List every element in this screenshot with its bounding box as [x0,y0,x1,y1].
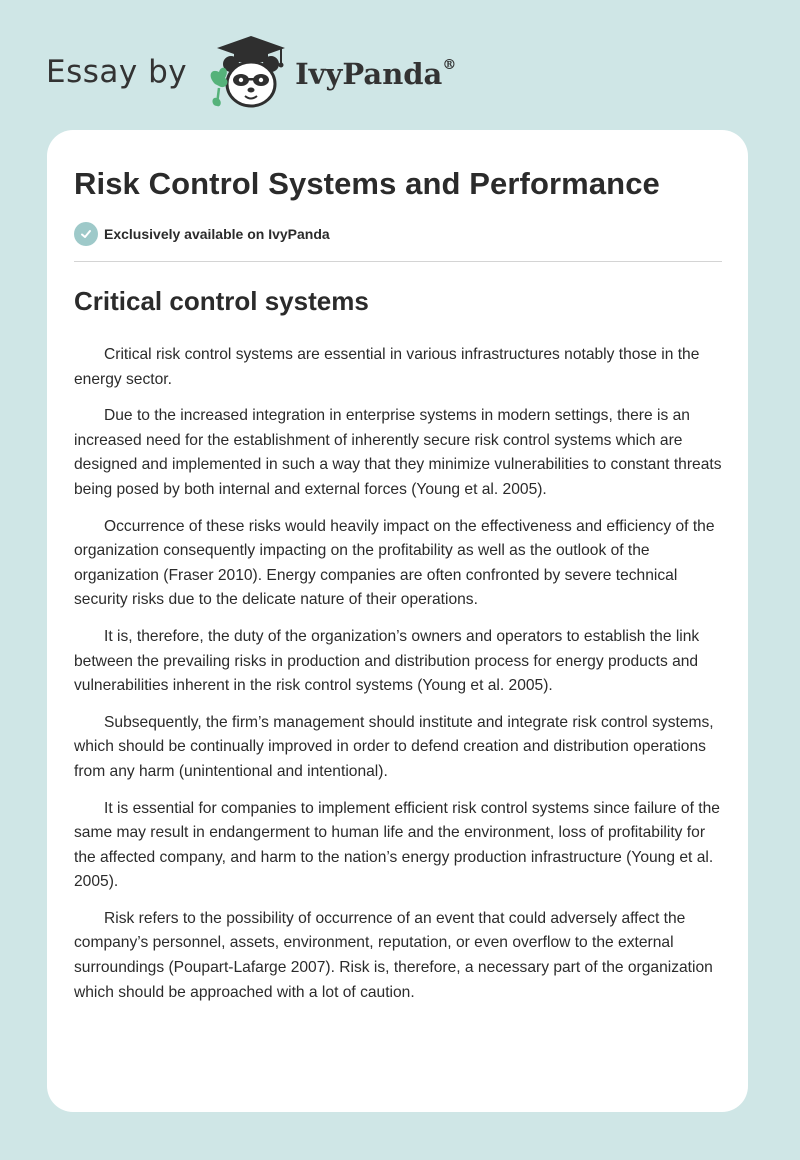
section-heading: Critical control systems [74,286,369,316]
essay-card [47,130,748,1112]
page-title: Risk Control Systems and Performance [74,166,660,201]
paragraph: Subsequently, the firm’s management should institute and integrate risk control systems, which should be continually improved in order to defend creation and distribution operations from any harm (unintentional and intentional). [74,713,714,780]
ivypanda-logo-icon[interactable] [201,32,293,112]
paragraph: Occurrence of these risks would heavily impact on the effectiveness and efficiency of the organization consequently impacting on the profitability as well as the outlook of the organization (Fraser 2010). Energy companies are often confronted by severe technical security risks due to the delicate nature of their operations. [74,517,715,609]
paragraph: It is essential for companies to implement efficient risk control systems since failure of the same may result in endangerment to human life and the environment, loss of profitability for the affected company, and harm to the nation’s energy production infrastructure (Young et al. 2005). [74,799,720,891]
essay-body [74,343,726,1017]
exclusive-badge-label: Exclusively available on IvyPanda [104,226,330,242]
exclusive-badge [74,222,330,246]
trademark-symbol: ® [442,57,457,74]
check-icon [74,222,98,246]
title-divider [74,261,722,262]
brand-label: IvyPanda [295,57,443,91]
paragraph: Risk refers to the possibility of occurrence of an event that could adversely affect the company’s personnel, assets, environment, reputation, or even overflow to the external surroundings (Poupart-Lafarge 2007). Risk is, therefore, a necessary part of the organization which should be approached with a lot of caution. [74,909,713,1001]
paragraph: Critical risk control systems are essential in various infrastructures notably those in the energy sector. [74,346,700,388]
brand-name[interactable] [295,57,456,91]
paragraph: It is, therefore, the duty of the organization’s owners and operators to establish the link between the prevailing risks in production and distribution process for energy products and vulnerabilities inherent in the risk control systems (Young et al. 2005). [74,627,700,695]
essay-by-label: Essay by [46,54,188,90]
site-header [46,32,456,112]
paragraph: Due to the increased integration in enterprise systems in modern settings, there is an increased need for the establishment of inherently secure risk control systems which are designed and implemented in such a way that they minimize vulnerabilities to constant threats being posed by both internal and external forces (Young et al. 2005). [74,407,722,498]
